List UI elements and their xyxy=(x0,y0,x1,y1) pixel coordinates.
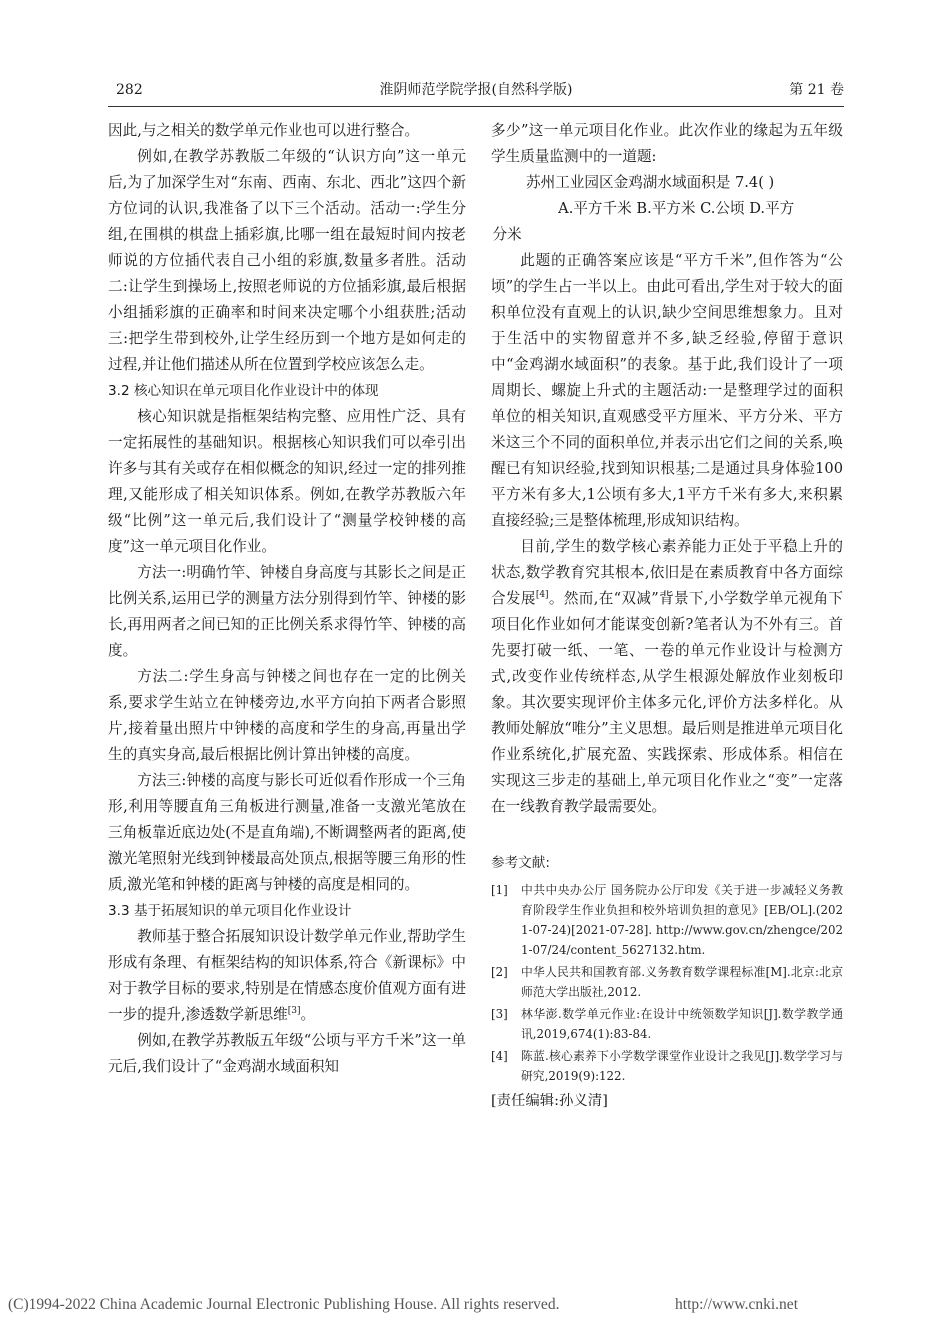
section-heading-3-2: 3.2 核心知识在单元项目化作业设计中的体现 xyxy=(108,383,379,399)
paragraph: 因此,与之相关的数学单元作业也可以进行整合。 xyxy=(108,122,420,139)
reference-item xyxy=(491,1004,843,1044)
responsible-editor: [责任编辑:孙义清] xyxy=(491,1093,608,1109)
reference-text: 中共中央办公厅 国务院办公厅印发《关于进一步减轻义务教育阶段学生作业负担和校外培训负担的意见》[EB/OL].(2021-07-24)[2021-07-28]. http://www.gov.cn/zhengce/2021-07/24/content_5627132.htm. xyxy=(521,883,843,957)
reference-number: [3] xyxy=(491,1007,508,1021)
reference-list xyxy=(491,880,843,1086)
paragraph xyxy=(491,534,843,820)
paragraph: 方法三:钟楼的高度与影长可近似看作形成一个三角形,利用等腰直角三角板进行测量,准备一支激光笔放在三角板靠近底边处(不是直角端),不断调整两者的距离,使激光笔照射光线到钟楼最高处顶点,根据等腰三角形的性质,激光笔和钟楼的距离与钟楼的高度是相同的。 xyxy=(108,772,466,893)
paragraph-text: 教师基于整合拓展知识设计数学单元作业,帮助学生形成有条理、有框架结构的知识体系,符合《新课标》中对于教学目标的要求,特别是在情感态度价值观方面有进一步的提升,渗透数学新思维 xyxy=(108,928,466,1023)
paragraph: 例如,在教学苏教版二年级的“认识方向”这一单元后,为了加深学生对“东南、西南、东北、西北”这四个新方位词的认识,我准备了以下三个活动。活动一:学生分组,在围棋的棋盘上插彩旗,比哪一组在最短时间内按老师说的方位插代表自己小组的彩旗,数量多者胜。活动二:让学生到操场上,按照老师说的方位插彩旗,最后根据小组插彩旗的正确率和时间来决定哪个小组获胜;活动三:把学生带到校外,让学生经历到一个地方是如何走的过程,并让他们描述从所在位置到学校应该怎么走。 xyxy=(108,148,466,373)
question-options-cont: 分米 xyxy=(492,226,522,243)
reference-item xyxy=(491,962,843,1002)
references-heading: 参考文献: xyxy=(491,855,550,871)
paragraph: 方法二:学生身高与钟楼之间也存在一定的比例关系,要求学生站立在钟楼旁边,水平方向拍下两者合影照片,接着量出照片中钟楼的高度和学生的身高,再量出学生的真实身高,最后根据比例计算出钟楼的高度。 xyxy=(108,668,466,763)
page-number: 282 xyxy=(116,82,143,98)
right-column xyxy=(491,118,843,1114)
paragraph: 例如,在教学苏教版五年级“公顷与平方千米”这一单元后,我们设计了“金鸡湖水域面积知 xyxy=(108,1032,466,1075)
reference-number: [4] xyxy=(491,1049,508,1063)
paragraph: 此题的正确答案应该是“平方千米”,但作答为“公顷”的学生占一半以上。由此可看出,学生对于较大的面积单位没有直观上的认识,缺少空间思维想象力。且对于生活中的实物留意并不多,缺乏经验,停留于意识中“金鸡湖水域面积”的表象。基于此,我们设计了一项周期长、螺旋上升式的主题活动:一是整理学过的面积单位的相关知识,直观感受平方厘米、平方分米、平方米这三个不同的面积单位,并表示出它们之间的关系,唤醒已有知识经验,找到知识根基;二是通过具身体验100平方米有多大,1公顷有多大,1平方千米有多大,来积累直接经验;三是整体梳理,形成知识结构。 xyxy=(491,252,843,529)
running-header xyxy=(108,76,844,104)
cnki-url-link[interactable]: http://www.cnki.net xyxy=(675,1296,798,1313)
exam-question: 苏州工业园区金鸡湖水域面积是 7.4( ) xyxy=(526,174,775,191)
citation-mark[interactable]: [3] xyxy=(287,1006,301,1017)
volume-label: 第 21 卷 xyxy=(789,82,844,98)
paragraph: 核心知识就是指框架结构完整、应用性广泛、具有一定拓展性的基础知识。根据核心知识我们可以牵引出许多与其有关或存在相似概念的知识,经过一定的排列推理,又能形成了相关知识体系。例如,在教学苏教版六年级“比例”这一单元后,我们设计了“测量学校钟楼的高度”这一单元项目化作业。 xyxy=(108,408,466,555)
header-rule xyxy=(108,106,844,107)
question-options: A.平方千米 B.平方米 C.公顷 D.平方 xyxy=(558,200,795,217)
left-column xyxy=(108,118,466,1080)
reference-text: 中华人民共和国教育部.义务教育数学课程标准[M].北京:北京师范大学出版社,2012. xyxy=(521,965,843,999)
citation-mark[interactable]: [4] xyxy=(535,590,549,601)
reference-item xyxy=(491,880,843,960)
paragraph: 方法一:明确竹竿、钟楼自身高度与其影长之间是正比例关系,运用已学的测量方法分别得到竹竿、钟楼的影长,再用两者之间已知的正比例关系求得竹竿、钟楼的高度。 xyxy=(108,564,466,659)
reference-text: 林华澎.数学单元作业:在设计中统领数学知识[J].数学教学通讯,2019,674(1):83-84. xyxy=(521,1007,843,1041)
paragraph: 多少”这一单元项目化作业。此次作业的缘起为五年级学生质量监测中的一道题: xyxy=(491,122,843,165)
paragraph xyxy=(108,924,466,1028)
copyright-notice: (C)1994-2022 China Academic Journal Electronic Publishing House. All rights reserved. xyxy=(8,1296,560,1313)
reference-number: [2] xyxy=(491,965,508,979)
paragraph-text-end: 。 xyxy=(300,1006,316,1023)
reference-text: 陈蓝.核心素养下小学数学课堂作业设计之我见[J].数学学习与研究,2019(9):122. xyxy=(521,1049,843,1083)
paragraph-text: 。然而,在“双减”背景下,小学数学单元视角下项目化作业如何才能谋变创新?笔者认为不外有三。首先要打破一纸、一笔、一卷的单元作业设计与检测方式,改变作业传统样态,从学生根源处解放作业刻板印象。其次要实现评价主体多元化,评价方法多样化。从教师处解放“唯分”主义思想。最后则是推进单元项目化作业系统化,扩展充盈、实践探索、形成体系。相信在实现这三步走的基础上,单元项目化作业之“变”一定落在一线教育教学最需要处。 xyxy=(491,590,843,815)
journal-title: 淮阴师范学院学报(自然科学版) xyxy=(379,82,573,98)
reference-item xyxy=(491,1046,843,1086)
paragraph-text: 目前,学生的数学核心素养能力正处于平稳上升的状态,数学教育究其根本,依旧是在素质教育中各方面综合发展 xyxy=(491,538,843,607)
reference-number: [1] xyxy=(491,883,508,897)
section-heading-3-3: 3.3 基于拓展知识的单元项目化作业设计 xyxy=(108,903,352,919)
